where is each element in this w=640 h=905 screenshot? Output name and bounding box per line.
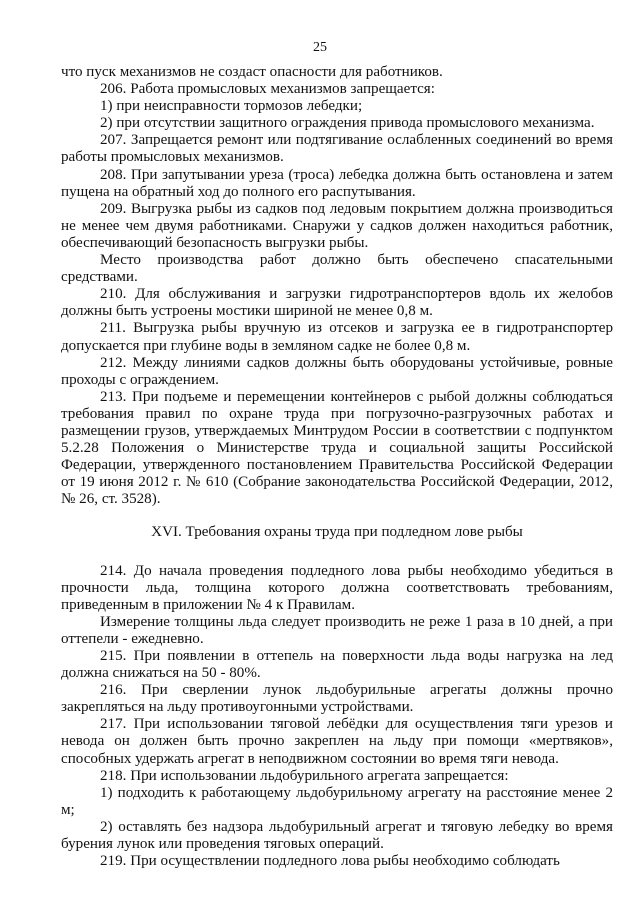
paragraph: 212. Между линиями садков должны быть оборудованы устойчивые, ровные проходы с ограждением.: [61, 354, 613, 388]
paragraphs-before-section: [61, 64, 613, 508]
paragraph: Измерение толщины льда следует производить не реже 1 раза в 10 дней, а при оттепели - ежедневно.: [61, 613, 613, 647]
document-body: [61, 64, 613, 870]
paragraph: 214. До начала проведения подледного лова рыбы необходимо убедиться в прочности льда, толщина которого должна соответствовать требованиям, приведенным в приложении № 4 к Правилам.: [61, 562, 613, 613]
paragraph: 210. Для обслуживания и загрузки гидротранспортеров вдоль их желобов должны быть устроены мостики шириной не менее 0,8 м.: [61, 286, 613, 320]
paragraphs-after-section: [61, 563, 613, 871]
paragraph: 211. Выгрузка рыбы вручную из отсеков и загрузка ее в гидротранспортер допускается при глубине воды в земляном садке не более 0,8 м.: [61, 320, 613, 354]
page-number: 25: [313, 40, 327, 55]
paragraph: 219. При осуществлении подледного лова рыбы необходимо соблюдать: [100, 853, 560, 870]
paragraph: 209. Выгрузка рыбы из садков под ледовым покрытием должна производиться не менее чем двумя работниками. Снаружи у садков должен находиться работник, обеспечивающий безопасность выгрузки рыбы.: [61, 200, 613, 251]
paragraph: 2) при отсутствии защитного ограждения привода промыслового механизма.: [100, 115, 595, 132]
section-heading: XVI. Требования охраны труда при подледном лове рыбы: [151, 524, 523, 541]
paragraph: 213. При подъеме и перемещении контейнеров с рыбой должны соблюдаться требования правил по охране труда при погрузочно-разгрузочных работах и размещении грузов, утверждаемых Минтрудом России в соответствии с подпунктом 5.2.28 Положения о Министерстве труда и социальной защиты Российской Федерации, утвержденного постановлением Правительства Российской Федерации от 19 июня 2012 г. № 610 (Собрание законодательства Российской Федерации, 2012, № 26, ст. 3528).: [61, 388, 613, 508]
paragraph: 216. При сверлении лунок льдобурильные агрегаты должны прочно закрепляться на льду противоугонными устройствами.: [61, 682, 613, 716]
paragraph: 217. При использовании тяговой лебёдки для осуществления тяги урезов и невода он должен быть прочно закреплен на льду при помощи «мертвяков», способных удержать агрегат в неподвижном состоянии во время тяги невода.: [61, 716, 613, 767]
paragraph: 206. Работа промысловых механизмов запрещается:: [100, 81, 435, 98]
paragraph: 207. Запрещается ремонт или подтягивание ослабленных соединений во время работы промысловых механизмов.: [61, 132, 613, 166]
paragraph: 218. При использовании льдобурильного агрегата запрещается:: [100, 767, 509, 784]
paragraph: что пуск механизмов не создаст опасности для работников.: [61, 64, 443, 80]
paragraph: 2) оставлять без надзора льдобурильный агрегат и тяговую лебедку во время бурения лунок или проведения тяговых операций.: [61, 818, 613, 853]
paragraph: 1) подходить к работающему льдобурильному агрегату на расстояние менее 2 м;: [61, 784, 613, 818]
paragraph: 208. При запутывании уреза (троса) лебедка должна быть остановлена и затем пущена на обратный ход до полного его распутывания.: [61, 166, 613, 200]
paragraph: Место производства работ должно быть обеспечено спасательными средствами.: [61, 252, 613, 286]
paragraph: 1) при неисправности тормозов лебедки;: [100, 98, 363, 115]
paragraph: 215. При появлении в оттепель на поверхности льда воды нагрузка на лед должна снижаться на 50 - 80%.: [61, 648, 613, 682]
